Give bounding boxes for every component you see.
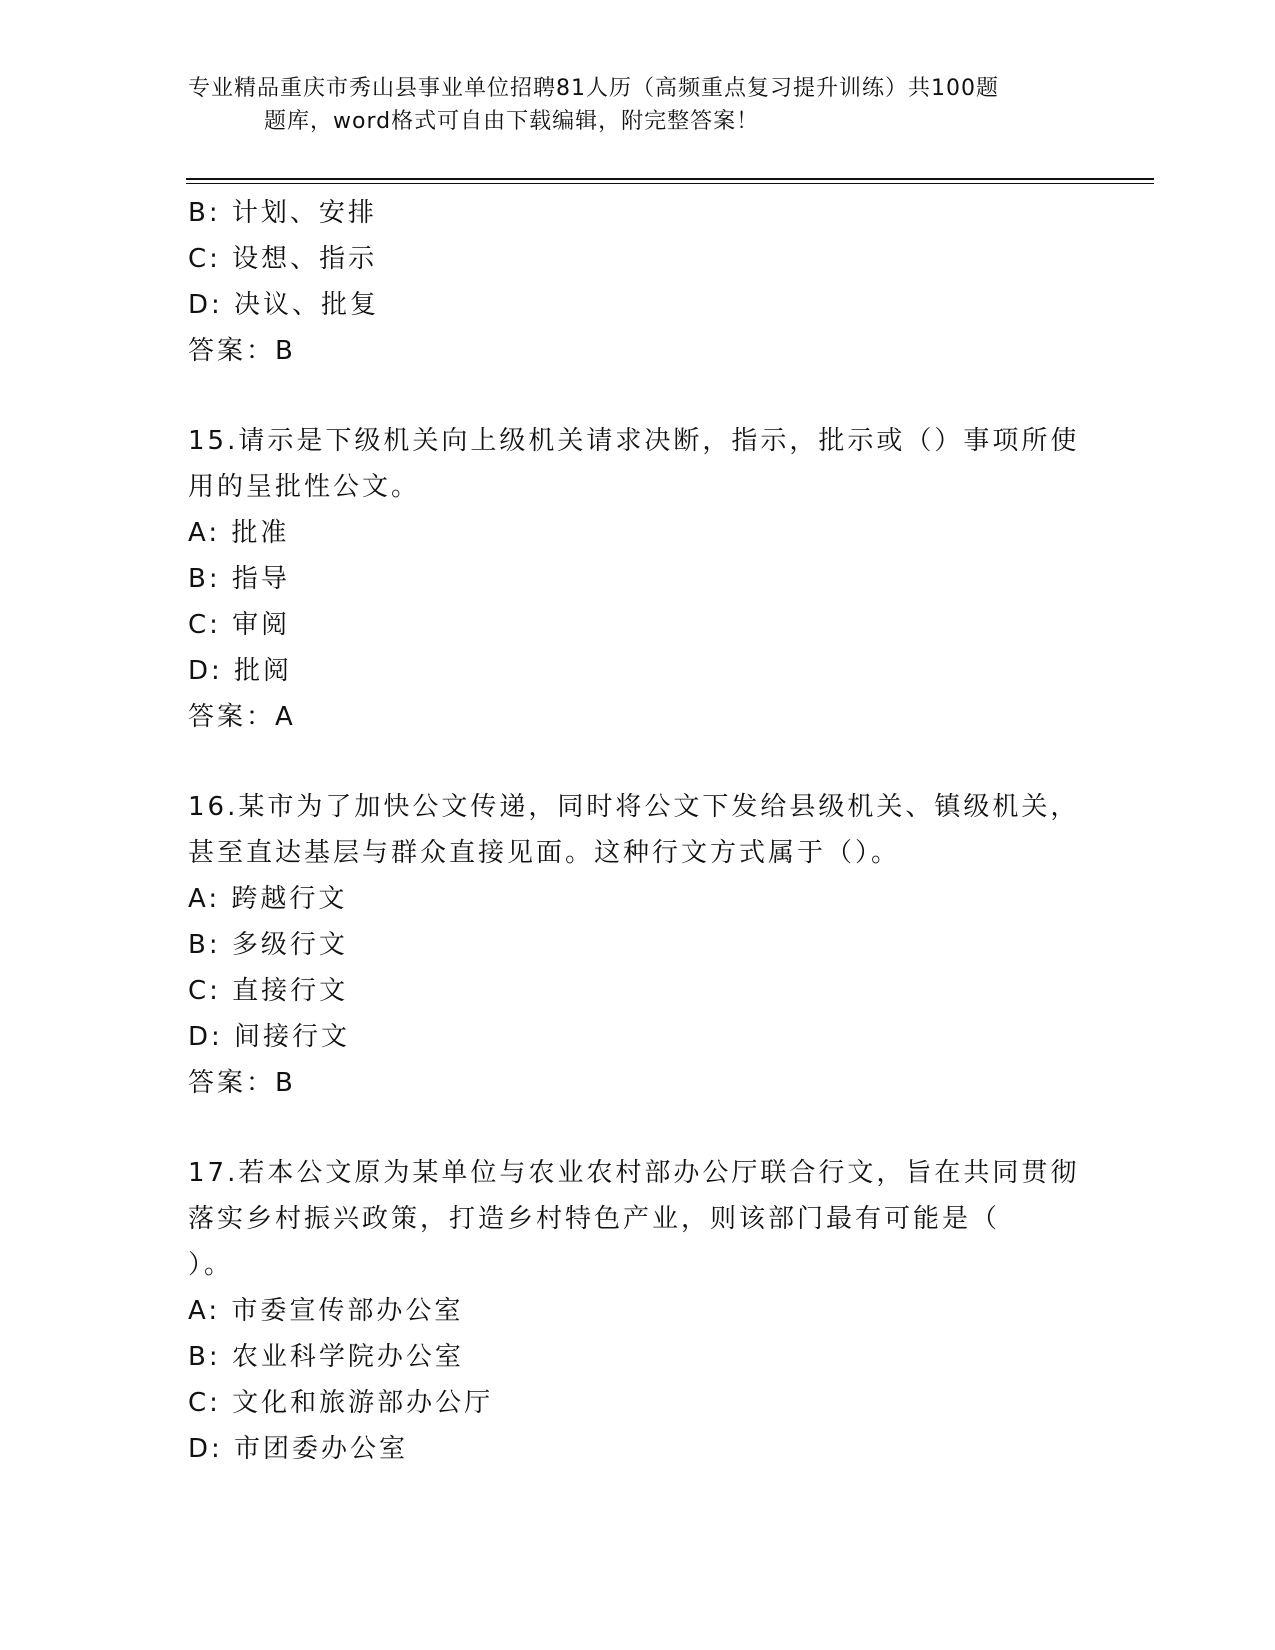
option-d: D: 间接行文 <box>188 1022 351 1052</box>
header-title-line-1: 专业精品重庆市秀山县事业单位招聘81人历（高频重点复习提升训练）共100题 <box>188 76 999 101</box>
question-text-line: 16.某市为了加快公文传递，同时将公文下发给县级机关、镇级机关， <box>188 792 1080 822</box>
question-text-line: 落实乡村振兴政策，打造乡村特色产业，则该部门最有可能是（ <box>188 1204 1001 1234</box>
option-a: A: 市委宣传部办公室 <box>188 1296 464 1326</box>
header-title-line-2: 题库，word格式可自由下载编辑，附完整答案！ <box>264 109 760 134</box>
option-c: C: 设想、指示 <box>188 244 378 274</box>
answer-line: 答案：B <box>188 336 296 366</box>
option-b: B: 指导 <box>188 564 290 594</box>
option-d: D: 决议、批复 <box>188 290 380 320</box>
answer-line: 答案：A <box>188 702 296 732</box>
document-header <box>188 72 1088 138</box>
option-c: C: 审阅 <box>188 610 291 640</box>
question-text-line: 甚至直达基层与群众直接见面。这种行文方式属于（）。 <box>188 838 901 868</box>
question-text-line: ）。 <box>188 1250 234 1280</box>
option-b: B: 农业科学院办公室 <box>188 1342 464 1372</box>
question-text-line: 17.若本公文原为某单位与农业农村部办公厅联合行文，旨在共同贯彻 <box>188 1158 1080 1188</box>
document-body <box>188 190 1088 1472</box>
question-16 <box>188 784 1088 1106</box>
answer-line: 答案：B <box>188 1068 296 1098</box>
option-b: B: 计划、安排 <box>188 198 377 228</box>
option-a: A: 批准 <box>188 518 290 548</box>
question-15 <box>188 418 1088 740</box>
header-divider-thin <box>186 183 1154 184</box>
option-d: D: 批阅 <box>188 656 293 686</box>
question-text-line: 用的呈批性公文。 <box>188 472 421 502</box>
question-text-line: 15.请示是下级机关向上级机关请求决断，指示，批示或（）事项所使 <box>188 426 1080 456</box>
option-b: B: 多级行文 <box>188 930 348 960</box>
question-14-continued <box>188 190 1088 374</box>
header-divider <box>186 178 1154 180</box>
option-d: D: 市团委办公室 <box>188 1434 409 1464</box>
question-17 <box>188 1150 1088 1472</box>
option-c: C: 直接行文 <box>188 976 349 1006</box>
option-c: C: 文化和旅游部办公厅 <box>188 1388 494 1418</box>
option-a: A: 跨越行文 <box>188 884 348 914</box>
